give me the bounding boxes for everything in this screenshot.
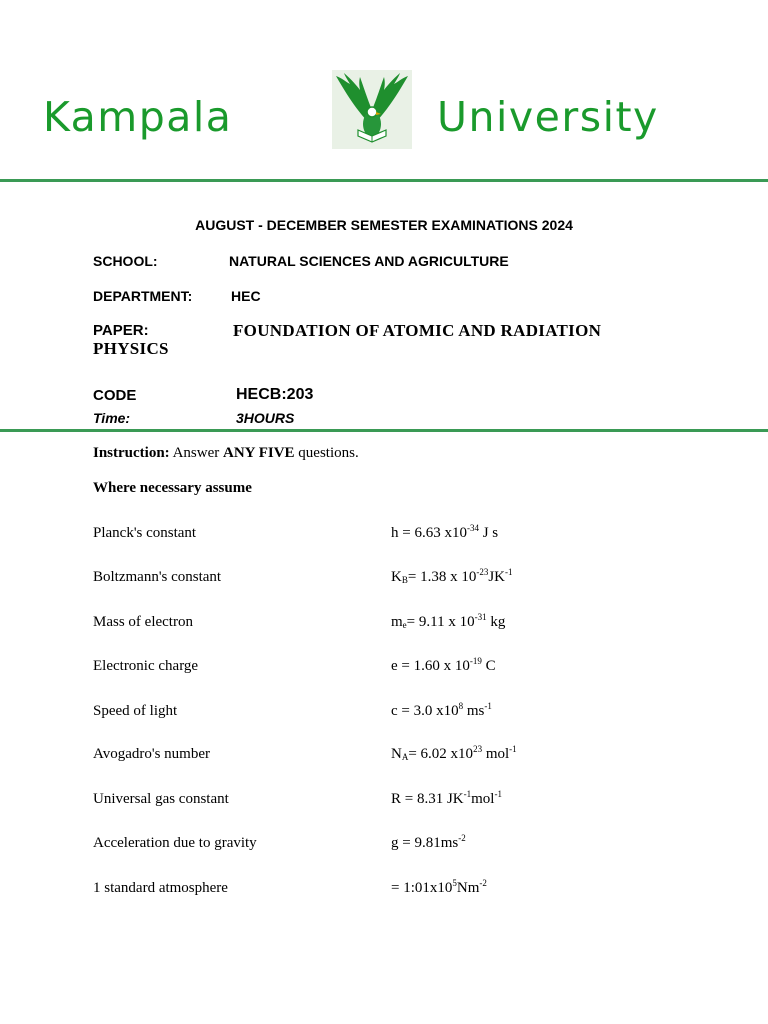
time-value: 3HOURS [236, 410, 295, 426]
value-superscript: -31 [474, 612, 487, 622]
value-superscript: -2 [479, 878, 487, 888]
constant-value [391, 525, 498, 542]
constant-name: Speed of light [93, 703, 178, 719]
value-text: = 1:01x10 [391, 880, 453, 896]
constant-name: 1 standard atmosphere [93, 880, 228, 896]
value-superscript: -1 [509, 744, 517, 754]
value-superscript: -23 [476, 567, 489, 577]
constant-value [391, 569, 513, 586]
value-superscript: 5 [452, 878, 457, 888]
constant-name: Planck's constant [93, 525, 197, 541]
value-text: R = 8.31 JK [391, 791, 464, 807]
value-text: m [391, 614, 403, 630]
value-text: e = 1.60 x 10 [391, 658, 470, 674]
constant-value [391, 880, 487, 897]
value-text: = 1.38 x 10 [407, 569, 477, 585]
value-text: c = 3.0 x10 [391, 703, 459, 719]
constant-value [391, 835, 466, 852]
school-label: SCHOOL: [93, 253, 158, 269]
department-value: HEC [231, 288, 261, 304]
header-word-kampala: Kampala [43, 93, 233, 141]
constant-name: Universal gas constant [93, 791, 229, 807]
paper-title-line1: FOUNDATION OF ATOMIC AND RADIATION [233, 321, 602, 340]
value-text: = 9.11 x 10 [406, 614, 475, 630]
code-label: CODE [93, 387, 137, 404]
constant-row [93, 880, 693, 900]
value-text: = 6.02 x10 [408, 746, 474, 762]
instruction-post: questions. [294, 445, 359, 461]
constant-row [93, 614, 693, 634]
instruction-line [93, 445, 359, 462]
constant-value [391, 614, 505, 631]
value-text: JK [488, 569, 505, 585]
code-value: HECB:203 [236, 386, 314, 403]
value-text: J s [478, 525, 499, 541]
exam-title: AUGUST - DECEMBER SEMESTER EXAMINATIONS 2024 [195, 217, 573, 233]
constant-value [391, 703, 492, 720]
instruction-emphasis: ANY FIVE [223, 445, 295, 461]
assume-heading: Where necessary assume [93, 480, 252, 496]
constant-value [391, 658, 496, 675]
value-text: K [391, 569, 402, 585]
value-superscript: -1 [484, 701, 492, 711]
eagle-logo-icon [332, 70, 412, 149]
value-subscript: A [401, 752, 409, 762]
university-logo [332, 70, 412, 149]
constant-row [93, 658, 693, 678]
constant-name: Mass of electron [93, 614, 193, 630]
paper-label: PAPER: [93, 322, 149, 339]
value-text: ms [463, 703, 485, 719]
constant-name: Boltzmann's constant [93, 569, 222, 585]
constant-row [93, 746, 693, 766]
constant-value [391, 746, 517, 763]
instruction-pre: Answer [169, 445, 223, 461]
value-superscript: -1 [463, 789, 472, 799]
value-superscript: -34 [466, 523, 479, 533]
constant-row [93, 703, 693, 723]
constant-row [93, 525, 693, 545]
value-superscript: 23 [473, 744, 483, 754]
value-superscript: -1 [505, 567, 513, 577]
value-text: mol [471, 791, 495, 807]
constant-row [93, 791, 693, 811]
value-text: kg [486, 614, 506, 630]
instruction-label: Instruction: [93, 445, 170, 461]
value-text: C [481, 658, 496, 674]
value-superscript: -1 [494, 789, 502, 799]
school-value: NATURAL SCIENCES AND AGRICULTURE [229, 253, 509, 269]
value-superscript: -19 [469, 656, 482, 666]
constant-name: Acceleration due to gravity [93, 835, 257, 851]
value-text: h = 6.63 x10 [391, 525, 467, 541]
value-subscript: e [402, 620, 407, 630]
time-label: Time: [93, 410, 131, 426]
constant-row [93, 835, 693, 855]
constant-name: Electronic charge [93, 658, 199, 674]
header-word-university: University [437, 93, 659, 141]
value-text: mol [482, 746, 510, 762]
value-superscript: -2 [458, 833, 466, 843]
value-text: g = 9.81ms [391, 835, 459, 851]
value-superscript: 8 [458, 701, 464, 711]
constant-name: Avogadro's number [93, 746, 210, 762]
metadata-divider [0, 429, 768, 432]
paper-title-line2: PHYSICS [93, 339, 169, 358]
department-label: DEPARTMENT: [93, 288, 193, 304]
constant-value [391, 791, 502, 808]
constant-row [93, 569, 693, 589]
value-text: Nm [456, 880, 480, 896]
header-divider [0, 179, 768, 182]
value-subscript: B [401, 575, 408, 585]
value-text: N [391, 746, 402, 762]
